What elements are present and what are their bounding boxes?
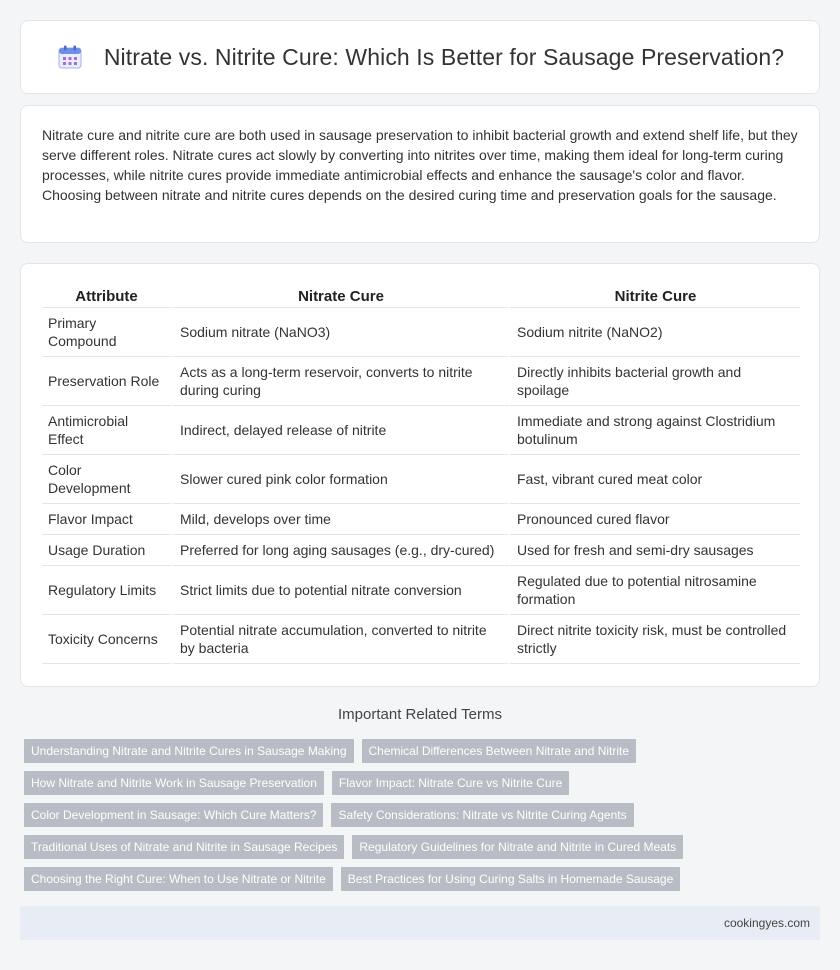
table-row	[42, 615, 800, 664]
related-term-link[interactable]: Choosing the Right Cure: When to Use Nitrate or Nitrite	[24, 867, 333, 891]
column-header-nitrate: Nitrate Cure	[171, 284, 508, 308]
related-term-link[interactable]: Best Practices for Using Curing Salts in Homemade Sausage	[341, 867, 680, 891]
table-cell-attribute: Antimicrobial Effect	[42, 406, 171, 455]
table-cell-attribute: Regulatory Limits	[42, 566, 171, 615]
table-cell-nitrate: Mild, develops over time	[171, 504, 508, 535]
intro-card	[20, 105, 820, 243]
related-term-link[interactable]: How Nitrate and Nitrite Work in Sausage Preservation	[24, 771, 324, 795]
related-term-link[interactable]: Traditional Uses of Nitrate and Nitrite in Sausage Recipes	[24, 835, 344, 859]
table-cell-nitrate: Acts as a long-term reservoir, converts to nitrite during curing	[171, 357, 508, 406]
table-cell-nitrite: Sodium nitrite (NaNO2)	[508, 308, 800, 357]
table-cell-nitrate: Strict limits due to potential nitrate conversion	[171, 566, 508, 615]
page-title: Nitrate vs. Nitrite Cure: Which Is Better for Sausage Preservation?	[103, 43, 785, 70]
page-footer	[20, 906, 820, 940]
table-cell-nitrite: Fast, vibrant cured meat color	[508, 455, 800, 504]
intro-text: Nitrate cure and nitrite cure are both used in sausage preservation to inhibit bacterial growth and extend shelf life, but they serve different roles. Nitrate cures act slowly by converting into nitrites over time, making them ideal for long-term curing processes, while nitrite cures provide immediate antimicrobial effects and enhance the sausage's color and flavor. Choosing between nitrate and nitrite cures depends on the desired curing time and preservation goals for the sausage.	[42, 127, 798, 203]
column-header-nitrite: Nitrite Cure	[508, 284, 800, 308]
table-row	[42, 308, 800, 357]
table-cell-nitrate: Preferred for long aging sausages (e.g., dry-cured)	[171, 535, 508, 566]
table-cell-attribute: Usage Duration	[42, 535, 171, 566]
table-row	[42, 357, 800, 406]
table-cell-nitrate: Indirect, delayed release of nitrite	[171, 406, 508, 455]
table-cell-attribute: Color Development	[42, 455, 171, 504]
table-row	[42, 566, 800, 615]
table-cell-nitrite: Regulated due to potential nitrosamine formation	[508, 566, 800, 615]
related-terms-list	[24, 739, 724, 891]
table-row	[42, 504, 800, 535]
related-term-link[interactable]: Color Development in Sausage: Which Cure Matters?	[24, 803, 323, 827]
table-row	[42, 406, 800, 455]
related-term-link[interactable]: Understanding Nitrate and Nitrite Cures in Sausage Making	[24, 739, 354, 763]
table-row	[42, 455, 800, 504]
related-term-link[interactable]: Regulatory Guidelines for Nitrate and Nitrite in Cured Meats	[352, 835, 683, 859]
site-name[interactable]: cookingyes.com	[723, 916, 810, 930]
table-cell-nitrite: Pronounced cured flavor	[508, 504, 800, 535]
table-cell-attribute: Toxicity Concerns	[42, 615, 171, 664]
table-cell-nitrate: Potential nitrate accumulation, converted to nitrite by bacteria	[171, 615, 508, 664]
related-term-link[interactable]: Flavor Impact: Nitrate Cure vs Nitrite Cure	[332, 771, 569, 795]
related-term-link[interactable]: Chemical Differences Between Nitrate and Nitrite	[362, 739, 637, 763]
table-cell-nitrite: Immediate and strong against Clostridium botulinum	[508, 406, 800, 455]
calendar-icon	[56, 43, 84, 71]
page-header	[20, 20, 820, 94]
related-terms-title: Important Related Terms	[338, 706, 502, 723]
table-cell-attribute: Primary Compound	[42, 308, 171, 357]
table-cell-attribute: Flavor Impact	[42, 504, 171, 535]
table-cell-nitrite: Used for fresh and semi-dry sausages	[508, 535, 800, 566]
table-cell-nitrite: Directly inhibits bacterial growth and spoilage	[508, 357, 800, 406]
table-cell-nitrate: Slower cured pink color formation	[171, 455, 508, 504]
related-term-link[interactable]: Safety Considerations: Nitrate vs Nitrite Curing Agents	[331, 803, 633, 827]
column-header-attribute: Attribute	[42, 284, 171, 308]
comparison-card	[20, 263, 820, 687]
table-cell-nitrate: Sodium nitrate (NaNO3)	[171, 308, 508, 357]
table-cell-attribute: Preservation Role	[42, 357, 171, 406]
table-row	[42, 535, 800, 566]
table-cell-nitrite: Direct nitrite toxicity risk, must be controlled strictly	[508, 615, 800, 664]
comparison-table	[42, 284, 800, 664]
